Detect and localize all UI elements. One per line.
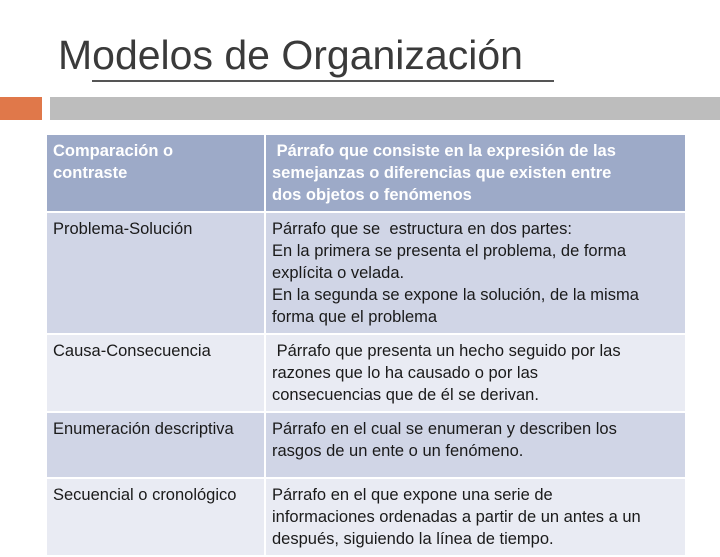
description-text: semejanzas o diferencias que existen entre: [272, 164, 612, 182]
term-text: Secuencial o cronológico: [53, 486, 237, 504]
description-text: explícita o velada.: [272, 264, 405, 282]
term-text: Problema-Solución: [53, 220, 193, 238]
accent-bar-gray: [50, 97, 720, 120]
accent-bar-orange: [0, 97, 42, 120]
table-row: [46, 334, 686, 412]
term-cell: [46, 334, 265, 412]
description-text: forma que el problema: [272, 308, 438, 326]
description-text: rasgos de un ente o un fenómeno.: [272, 442, 524, 460]
description-text: después, siguiendo la línea de tiempo.: [272, 530, 554, 548]
description-text: Párrafo en el que expone una serie de: [272, 486, 553, 504]
description-cell: [265, 334, 686, 412]
description-text: En la segunda se expone la solución, de la misma: [272, 286, 639, 304]
term-cell: [46, 412, 265, 478]
description-text: Párrafo en el cual se enumeran y describen los: [272, 420, 617, 438]
description-cell: [265, 134, 686, 212]
organization-models-table: [45, 133, 687, 557]
table-row: [46, 412, 686, 478]
term-text: Comparación o: [53, 142, 174, 160]
slide-title: Modelos de Organización: [58, 32, 523, 78]
description-text: Párrafo que consiste en la expresión de las: [272, 142, 616, 160]
term-cell: [46, 478, 265, 556]
term-text: Causa-Consecuencia: [53, 342, 211, 360]
table-row: [46, 134, 686, 212]
description-cell: [265, 212, 686, 334]
title-underline: [92, 80, 554, 82]
description-text: razones que lo ha causado o por las: [272, 364, 539, 382]
description-text: Párrafo que se estructura en dos partes:: [272, 220, 572, 238]
description-text: dos objetos o fenómenos: [272, 186, 472, 204]
description-text: informaciones ordenadas a partir de un antes a un: [272, 508, 641, 526]
description-cell: [265, 412, 686, 478]
term-cell: [46, 134, 265, 212]
table-row: [46, 212, 686, 334]
table-row: [46, 478, 686, 556]
description-text: Párrafo que presenta un hecho seguido por las: [272, 342, 621, 360]
description-text: consecuencias que de él se derivan.: [272, 386, 539, 404]
term-text: Enumeración descriptiva: [53, 420, 234, 438]
term-cell: [46, 212, 265, 334]
description-text: En la primera se presenta el problema, de forma: [272, 242, 627, 260]
description-cell: [265, 478, 686, 556]
term-text: contraste: [53, 164, 128, 182]
